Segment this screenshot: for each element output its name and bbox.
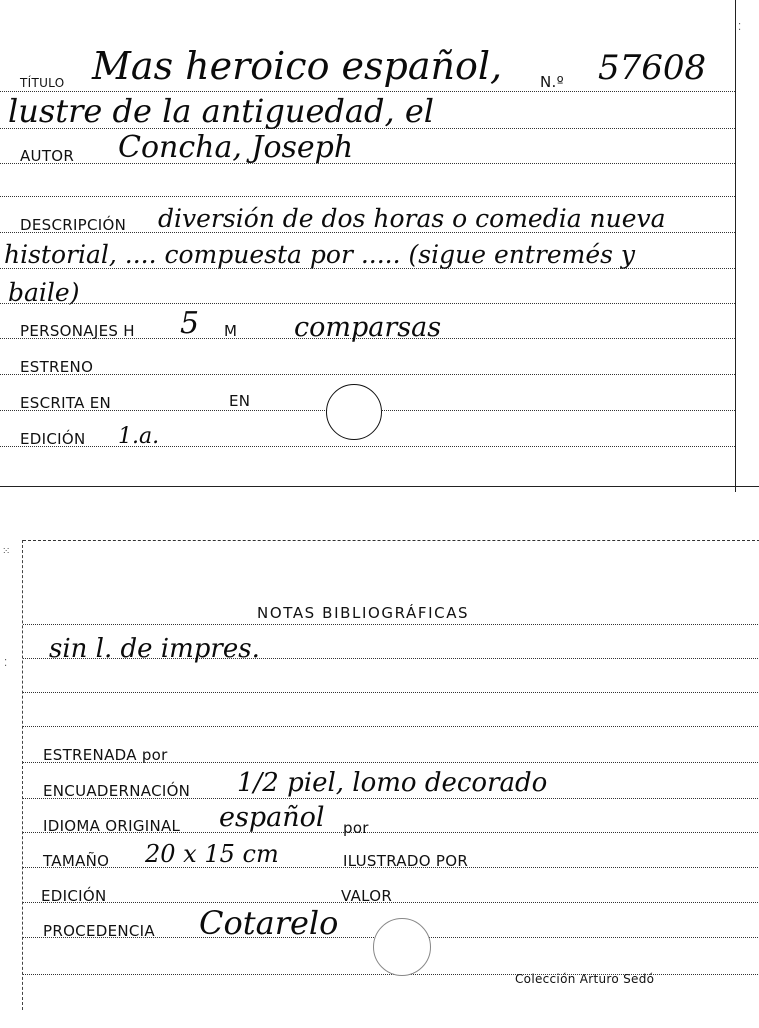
rule-blank xyxy=(0,196,735,197)
handwritten-autor: Concha, Joseph xyxy=(118,130,354,165)
punch-hole-2 xyxy=(373,918,431,976)
label-notas-bibliograficas: NOTAS BIBLIOGRÁFICAS xyxy=(257,604,470,622)
scan-noise-2: ⁙ xyxy=(2,546,11,557)
label-escrita-en: ESCRITA EN xyxy=(20,394,112,412)
handwritten-idioma: español xyxy=(219,802,325,833)
rule-estreno xyxy=(0,374,735,375)
label-idioma-original: IDIOMA ORIGINAL xyxy=(43,817,181,835)
handwritten-descripcion-2: historial, .... compuesta por ..... (sigue entremés y xyxy=(4,240,636,269)
label-estrenada-por: ESTRENADA por xyxy=(43,746,168,764)
catalog-card-back xyxy=(22,540,759,1010)
label-autor: AUTOR xyxy=(20,147,75,165)
label-numero: N.º xyxy=(540,73,564,91)
rule-notas-1 xyxy=(23,624,759,625)
rule-notas-4 xyxy=(23,726,759,727)
rule-top xyxy=(23,540,759,541)
scan-noise-3: ⁚ xyxy=(4,658,8,669)
handwritten-titulo-2: lustre de la antiguedad, el xyxy=(8,92,434,130)
label-ilustrado-por: ILUSTRADO POR xyxy=(343,852,469,870)
label-personajes-m: M xyxy=(224,322,238,340)
punch-hole xyxy=(326,384,382,440)
label-edicion-2: EDICIÓN xyxy=(41,887,107,905)
catalog-card-front xyxy=(0,0,742,492)
label-valor: VALOR xyxy=(341,887,393,905)
handwritten-procedencia: Cotarelo xyxy=(199,904,339,942)
handwritten-encuadernacion: 1/2 piel, lomo decorado xyxy=(237,768,548,798)
label-en: EN xyxy=(229,392,251,410)
card-edge xyxy=(0,486,759,487)
label-por: por xyxy=(343,819,369,837)
handwritten-descripcion-3: baile) xyxy=(8,278,80,307)
label-tamano: TAMAÑO xyxy=(43,852,110,870)
handwritten-titulo-1: Mas heroico español, xyxy=(92,44,503,88)
handwritten-personajes-m: comparsas xyxy=(294,312,442,343)
label-titulo: TÍTULO xyxy=(20,76,65,90)
label-personajes-h: PERSONAJES H xyxy=(20,322,135,340)
label-encuadernacion: ENCUADERNACIÓN xyxy=(43,782,191,800)
handwritten-numero: 57608 xyxy=(598,48,707,88)
handwritten-personajes-h: 5 xyxy=(180,306,200,341)
label-descripcion: DESCRIPCIÓN xyxy=(20,216,127,234)
scan-noise: ⁚ xyxy=(738,22,742,33)
rule-autor xyxy=(0,163,735,164)
handwritten-descripcion-1: diversión de dos horas o comedia nueva xyxy=(158,204,666,233)
handwritten-notas: sin l. de impres. xyxy=(49,634,260,664)
label-procedencia: PROCEDENCIA xyxy=(43,922,155,940)
label-edicion: EDICIÓN xyxy=(20,430,86,448)
handwritten-edicion: 1.a. xyxy=(118,424,160,449)
handwritten-tamano: 20 x 15 cm xyxy=(145,840,279,868)
rule-notas-3 xyxy=(23,692,759,693)
label-coleccion: Colección Arturo Sedó xyxy=(515,972,655,986)
label-estreno: ESTRENO xyxy=(20,358,94,376)
rule-edicion xyxy=(0,446,735,447)
rule-descripcion-3 xyxy=(0,303,735,304)
